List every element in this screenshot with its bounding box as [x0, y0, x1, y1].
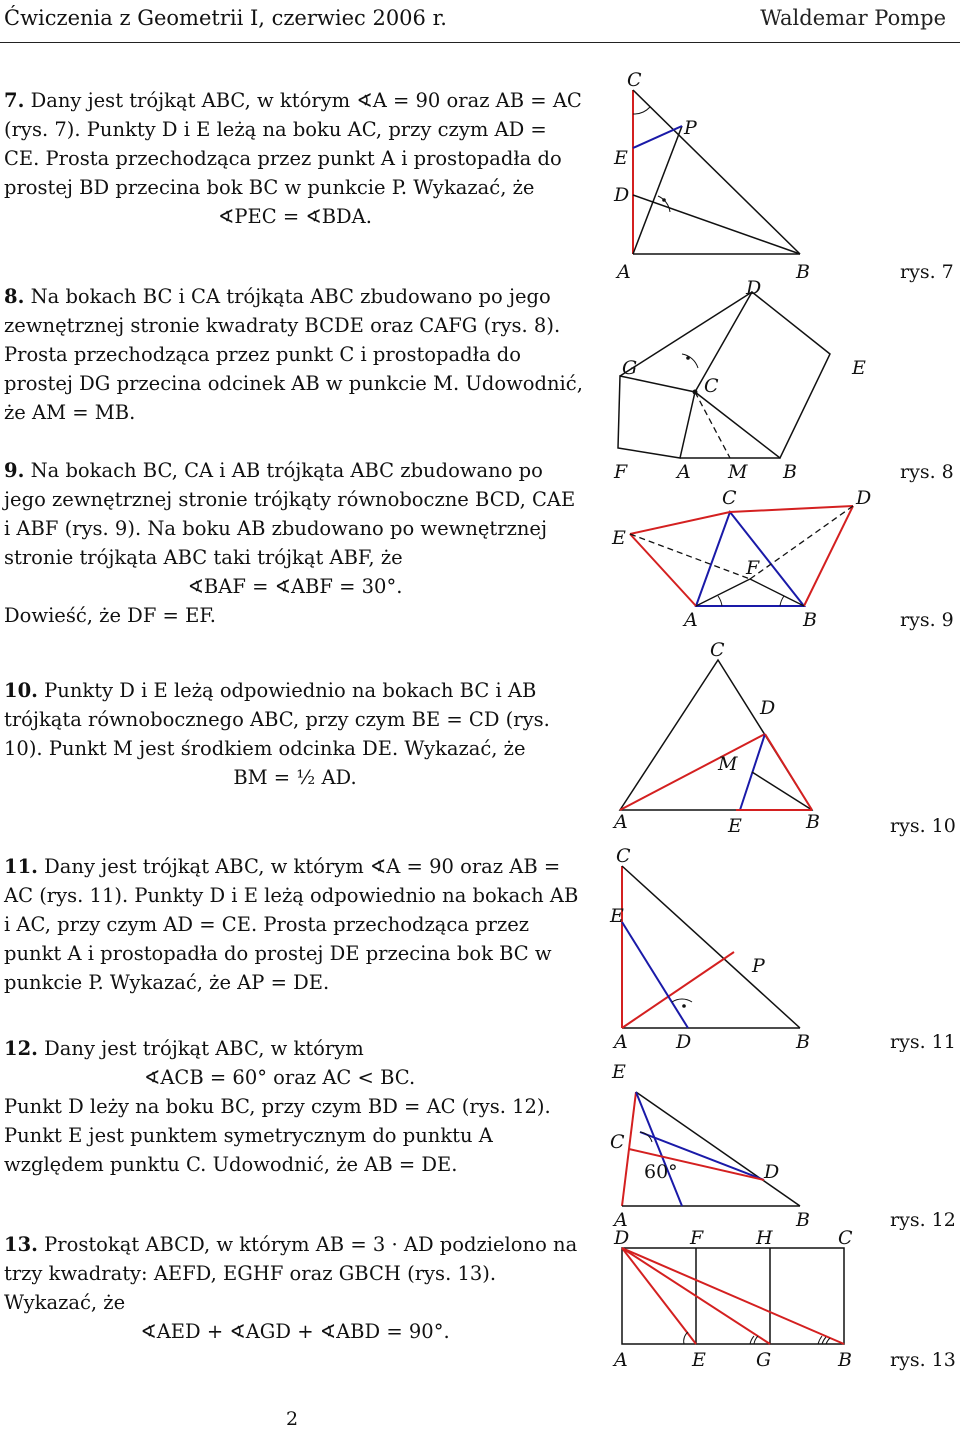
problem-formula: ∢AED + ∢AGD + ∢ABD = 90°.	[140, 1320, 450, 1343]
figure-caption: rys. 8	[900, 461, 954, 483]
problem-text: Punkty D i E leżą odpowiednio na bokach BC i AB trójkąta równobocznego ABC, przy czym BE = CD (rys. 10). Punkt M jest środkiem odcinka DE. Wykazać, że	[4, 679, 550, 760]
figure-caption: rys. 7	[900, 261, 954, 283]
figure-7	[600, 68, 960, 288]
problem-formula: BM = ½ AD.	[233, 766, 357, 789]
point-label: C	[610, 1131, 625, 1153]
problem-formula: ∢BAF = ∢ABF = 30°.	[187, 575, 403, 598]
point-label: C	[627, 69, 642, 91]
figure-11	[600, 842, 960, 1052]
problem-text: Dany jest trójkąt ABC, w którym ∢A = 90 oraz AB = AC (rys. 11). Punkty D i E leżą odpowiednio na bokach AB i AC, przy czym AD = CE. Prosta przechodząca przez punkt A i prostopadła do prostej DE przecina bok BC w punkcie P. Wykazać, że AP = DE.	[4, 855, 579, 994]
point-label: B	[796, 1031, 810, 1052]
point-label: A	[614, 1031, 628, 1052]
point-label: G	[756, 1349, 772, 1371]
point-label: H	[756, 1227, 773, 1249]
point-label: E	[610, 905, 624, 927]
problem-13	[4, 1230, 586, 1346]
problem-number: 12.	[4, 1037, 38, 1060]
point-label: D	[746, 278, 762, 299]
point-label: C	[616, 845, 631, 867]
problem-number: 11.	[4, 855, 38, 878]
figure-caption: rys. 11	[890, 1031, 956, 1052]
point-label: D	[614, 1227, 630, 1249]
header-rule	[0, 42, 960, 43]
point-label: D	[614, 184, 630, 206]
problem-formula: ∢ACB = 60° oraz AC < BC.	[144, 1066, 416, 1089]
figure-10	[600, 636, 960, 844]
point-label: C	[722, 487, 737, 509]
problem-number: 8.	[4, 285, 25, 308]
problem-10	[4, 676, 586, 792]
point-label: P	[752, 955, 765, 977]
problem-number: 7.	[4, 89, 25, 112]
point-label: C	[710, 639, 725, 661]
point-label: A	[617, 261, 631, 283]
point-label: E	[692, 1349, 706, 1371]
point-label: E	[612, 1061, 626, 1083]
point-label: B	[806, 811, 820, 833]
problem-9	[4, 456, 586, 630]
problem-number: 10.	[4, 679, 38, 702]
problem-text: Prostokąt ABCD, w którym AB = 3 · AD podzielono na trzy kwadraty: AEFD, EGHF oraz GBCH (rys. 13). Wykazać, że	[4, 1233, 578, 1314]
point-label: C	[838, 1227, 853, 1249]
point-label: F	[614, 461, 628, 483]
point-label: E	[614, 147, 628, 169]
header-author: Waldemar Pompe	[760, 6, 946, 30]
point-label: D	[764, 1161, 780, 1183]
problem-text: Dany jest trójkąt ABC, w którym ∢A = 90 oraz AB = AC (rys. 7). Punkty D i E leżą na boku AC, przy czym AD = CE. Prosta przechodząca przez punkt A i prostopadła do prostej BD przecina bok BC w punkcie P. Wykazać, że	[4, 89, 582, 199]
point-label: B	[803, 609, 817, 631]
angle-label: 60°	[644, 1161, 678, 1183]
problem-8	[4, 282, 586, 427]
point-label: A	[614, 811, 628, 833]
problem-7	[4, 86, 586, 231]
point-label: A	[677, 461, 691, 483]
problem-12	[4, 1034, 586, 1179]
point-label: A	[684, 609, 698, 631]
point-label: B	[838, 1349, 852, 1371]
point-label: D	[856, 487, 872, 509]
point-label: G	[622, 357, 638, 379]
header-title: Ćwiczenia z Geometrii I, czerwiec 2006 r.	[4, 6, 447, 30]
point-label: A	[614, 1349, 628, 1371]
figure-caption: rys. 12	[890, 1209, 956, 1230]
point-label: E	[728, 815, 742, 837]
point-label: B	[783, 461, 797, 483]
point-label: B	[796, 1209, 810, 1230]
point-label: E	[612, 527, 626, 549]
point-label: F	[690, 1227, 704, 1249]
point-label: M	[728, 461, 748, 483]
point-label: C	[704, 375, 719, 397]
point-label: E	[852, 357, 866, 379]
point-label: M	[718, 753, 738, 775]
problem-formula: ∢PEC = ∢BDA.	[218, 205, 372, 228]
problem-number: 13.	[4, 1233, 38, 1256]
problem-conclusion: Punkt D leży na boku BC, przy czym BD = AC (rys. 12). Punkt E jest punktem symetrycznym do punktu A względem punktu C. Udowodnić, że AB = DE.	[4, 1095, 551, 1176]
figure-caption: rys. 13	[890, 1349, 956, 1371]
point-label: F	[746, 557, 760, 579]
problem-text: Dany jest trójkąt ABC, w którym	[44, 1037, 364, 1060]
point-label: A	[614, 1209, 628, 1230]
problem-conclusion: Dowieść, że DF = EF.	[4, 604, 217, 627]
figure-caption: rys. 9	[900, 609, 954, 631]
page-number: 2	[286, 1408, 299, 1430]
point-label: D	[676, 1031, 692, 1052]
point-label: D	[760, 697, 776, 719]
problem-11	[4, 852, 586, 997]
figure-13	[600, 1224, 960, 1384]
problem-text: Na bokach BC i CA trójkąta ABC zbudowano po jego zewnętrznej stronie kwadraty BCDE oraz CAFG (rys. 8). Prosta przechodząca przez punkt C i prostopadła do prostej DG przecina odcinek AB w punkcie M. Udowodnić, że AM = MB.	[4, 285, 583, 424]
problem-number: 9.	[4, 459, 25, 482]
problem-text: Na bokach BC, CA i AB trójkąta ABC zbudowano po jego zewnętrznej stronie trójkąty równoboczne BCD, CAE i ABF (rys. 9). Na boku AB zbudowano po wewnętrznej stronie trójkąta ABC taki trójkąt ABF, że	[4, 459, 576, 569]
figure-8	[600, 278, 960, 488]
figure-caption: rys. 10	[890, 815, 956, 837]
point-label: B	[796, 261, 810, 283]
point-label: P	[684, 117, 697, 139]
figure-12	[600, 1054, 960, 1230]
